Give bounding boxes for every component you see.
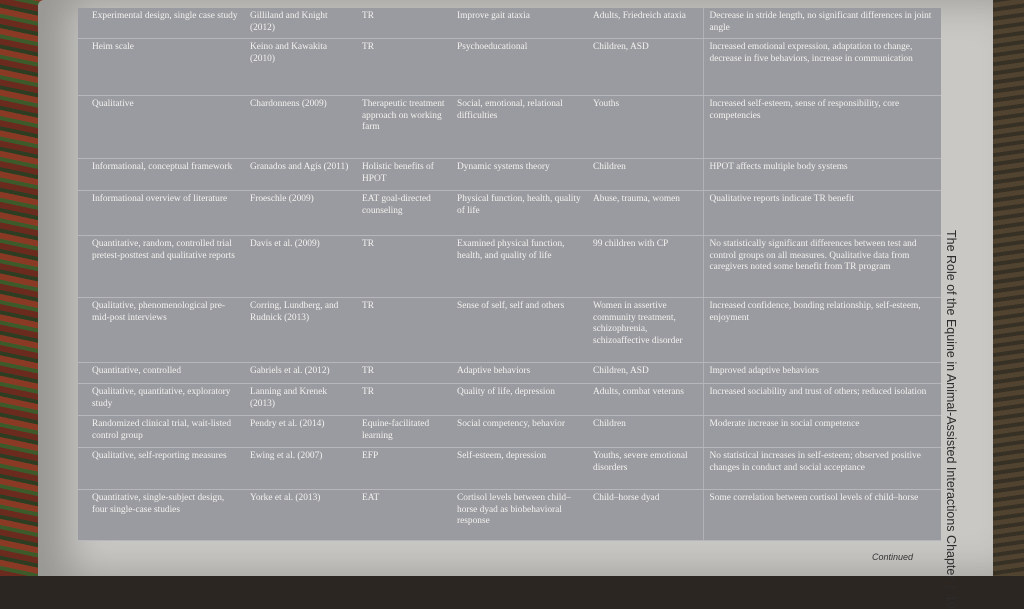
cell-outcome: Decrease in stride length, no significant differences in joint angle: [703, 8, 941, 39]
cell-design: Informational overview of literature: [78, 191, 244, 236]
table-row: [78, 8, 941, 39]
cell-outcome: Improved adaptive behaviors: [703, 363, 941, 384]
cell-design: Experimental design, single case study: [78, 8, 244, 39]
table-row: [78, 384, 941, 416]
cell-design: Quantitative, random, controlled trial pretest-posttest and qualitative reports: [78, 236, 244, 298]
cell-focus: Sense of self, self and others: [451, 298, 587, 363]
cell-population: Abuse, trauma, women: [587, 191, 703, 236]
cell-focus: Self-esteem, depression: [451, 448, 587, 490]
table-row: [78, 448, 941, 490]
cell-outcome: Increased sociability and trust of others; reduced isolation: [703, 384, 941, 416]
running-head-title: The Role of the Equine in Animal-Assisted Interactions: [944, 230, 958, 532]
cell-focus: Adaptive behaviors: [451, 363, 587, 384]
cell-authors: Granados and Agís (2011): [244, 159, 356, 191]
cell-design: Randomized clinical trial, wait-listed control group: [78, 416, 244, 448]
cell-population: Adults, combat veterans: [587, 384, 703, 416]
cell-outcome: Increased self-esteem, sense of responsibility, core competencies: [703, 96, 941, 159]
table-row: [78, 191, 941, 236]
cell-design: Quantitative, single-subject design, four single-case studies: [78, 490, 244, 541]
cell-focus: Examined physical function, health, and quality of life: [451, 236, 587, 298]
cell-authors: Davis et al. (2009): [244, 236, 356, 298]
cell-design: Heim scale: [78, 39, 244, 96]
cell-authors: Froeschle (2009): [244, 191, 356, 236]
cell-design: Qualitative: [78, 96, 244, 159]
cell-intervention: Holistic benefits of HPOT: [356, 159, 451, 191]
table-row: [78, 236, 941, 298]
cell-intervention: Therapeutic treatment approach on working farm: [356, 96, 451, 159]
table-panel: [78, 8, 941, 541]
table-row: [78, 39, 941, 96]
cell-focus: Quality of life, depression: [451, 384, 587, 416]
cell-focus: Social, emotional, relational difficulties: [451, 96, 587, 159]
cell-intervention: TR: [356, 298, 451, 363]
cell-authors: Lanning and Krenek (2013): [244, 384, 356, 416]
cell-authors: Ewing et al. (2007): [244, 448, 356, 490]
cell-population: Children: [587, 159, 703, 191]
page-number: 10: [944, 594, 958, 609]
cell-design: Qualitative, self-reporting measures: [78, 448, 244, 490]
cell-intervention: TR: [356, 363, 451, 384]
cell-intervention: EAT: [356, 490, 451, 541]
cell-design: Informational, conceptual framework: [78, 159, 244, 191]
studies-table: [78, 8, 941, 541]
cell-focus: Improve gait ataxia: [451, 8, 587, 39]
cell-intervention: EFP: [356, 448, 451, 490]
cell-intervention: TR: [356, 236, 451, 298]
cell-population: Youths: [587, 96, 703, 159]
cell-authors: Keino and Kawakita (2010): [244, 39, 356, 96]
cell-authors: Gabriels et al. (2012): [244, 363, 356, 384]
cell-authors: Yorke et al. (2013): [244, 490, 356, 541]
cell-focus: Cortisol levels between child–horse dyad as biobehavioral response: [451, 490, 587, 541]
table-row: [78, 298, 941, 363]
cell-focus: Dynamic systems theory: [451, 159, 587, 191]
cell-authors: Gilliland and Knight (2012): [244, 8, 356, 39]
table-row: [78, 416, 941, 448]
cell-outcome: No statistically significant differences between test and control groups on all measures. Qualitative data from caregivers noted some benefit from TR program: [703, 236, 941, 298]
cell-outcome: No statistical increases in self-esteem; observed positive changes in conduct and social acceptance: [703, 448, 941, 490]
table-row: [78, 96, 941, 159]
cell-outcome: Moderate increase in social competence: [703, 416, 941, 448]
separator: |: [944, 585, 958, 589]
cell-population: Children, ASD: [587, 39, 703, 96]
cell-population: Children, ASD: [587, 363, 703, 384]
cell-outcome: Some correlation between cortisol levels of child–horse: [703, 490, 941, 541]
cell-authors: Pendry et al. (2014): [244, 416, 356, 448]
cell-focus: Physical function, health, quality of life: [451, 191, 587, 236]
cell-focus: Psychoeducational: [451, 39, 587, 96]
cell-intervention: TR: [356, 8, 451, 39]
cell-design: Qualitative, phenomenological pre-mid-post interviews: [78, 298, 244, 363]
cell-population: Adults, Friedreich ataxia: [587, 8, 703, 39]
cell-intervention: TR: [356, 39, 451, 96]
cell-outcome: Qualitative reports indicate TR benefit: [703, 191, 941, 236]
cell-design: Qualitative, quantitative, exploratory study: [78, 384, 244, 416]
cell-outcome: Increased emotional expression, adaptation to change, decrease in five behaviors, increase in communication: [703, 39, 941, 96]
table-row: [78, 490, 941, 541]
table-row: [78, 159, 941, 191]
running-head: [944, 230, 958, 609]
cell-authors: Chardonnens (2009): [244, 96, 356, 159]
cell-intervention: TR: [356, 384, 451, 416]
cell-population: Child–horse dyad: [587, 490, 703, 541]
cell-outcome: Increased confidence, bonding relationship, self-esteem, enjoyment: [703, 298, 941, 363]
cell-population: Children: [587, 416, 703, 448]
cell-focus: Social competency, behavior: [451, 416, 587, 448]
running-head-chapter: Chapter: [944, 535, 958, 580]
table-row: [78, 363, 941, 384]
cell-design: Quantitative, controlled: [78, 363, 244, 384]
cell-authors: Corring, Lundberg, and Rudnick (2013): [244, 298, 356, 363]
cell-population: Youths, severe emotional disorders: [587, 448, 703, 490]
cell-population: Women in assertive community treatment, schizophrenia, schizoaffective disorder: [587, 298, 703, 363]
cell-population: 99 children with CP: [587, 236, 703, 298]
cell-intervention: EAT goal-directed counseling: [356, 191, 451, 236]
cell-intervention: Equine-facilitated learning: [356, 416, 451, 448]
continued-note: Continued: [872, 552, 914, 562]
cell-outcome: HPOT affects multiple body systems: [703, 159, 941, 191]
